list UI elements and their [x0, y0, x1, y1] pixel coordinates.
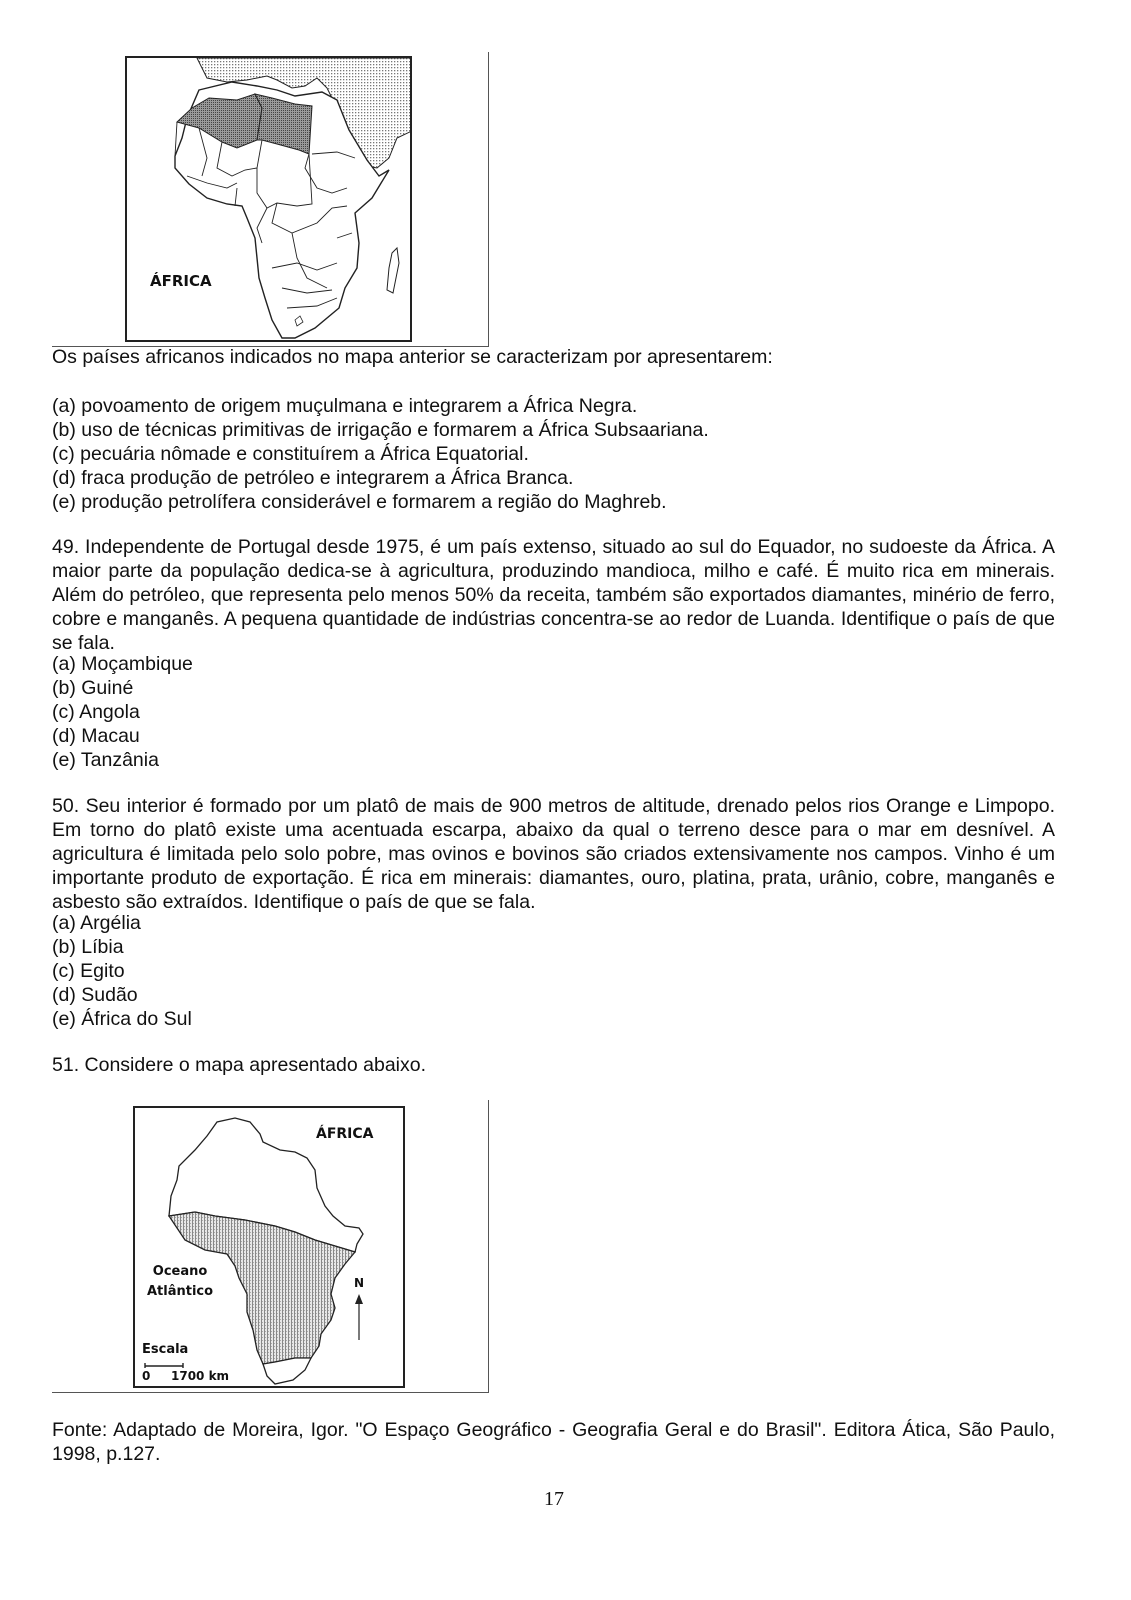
ocean-line-1: Oceano	[152, 1264, 208, 1279]
scale-label: Escala	[142, 1342, 189, 1357]
map1-africa-label: ÁFRICA	[150, 272, 212, 290]
q51-text: 51. Considere o mapa apresentado abaixo.	[52, 1054, 427, 1076]
map2-ocean-label	[147, 1262, 213, 1302]
q50-option-c: (c) Egito	[52, 960, 125, 982]
q50-option-a: (a) Argélia	[52, 912, 141, 934]
map2-africa-title: ÁFRICA	[316, 1126, 374, 1142]
ocean-line-2: Atlântico	[147, 1284, 214, 1299]
q48-option-c: (c) pecuária nômade e constituírem a África Equatorial.	[52, 443, 529, 465]
q48-option-e: (e) produção petrolífera considerável e formarem a região do Maghreb.	[52, 491, 667, 513]
source-citation: Fonte: Adaptado de Moreira, Igor. "O Espaço Geográfico - Geografia Geral e do Brasil". Editora Ática, São Paulo, 1998, p.127.	[52, 1419, 1055, 1465]
north-arrow-icon	[355, 1294, 363, 1340]
q50-option-b: (b) Líbia	[52, 936, 124, 958]
q49-option-b: (b) Guiné	[52, 677, 134, 699]
q49-option-a: (a) Moçambique	[52, 653, 193, 675]
q48-option-d: (d) fraca produção de petróleo e integrarem a África Branca.	[52, 467, 574, 489]
q48-options	[52, 394, 709, 514]
africa-political-map	[125, 56, 412, 342]
q48-option-a: (a) povoamento de origem muçulmana e integrarem a África Negra.	[52, 395, 638, 417]
scale-start: 0	[142, 1369, 151, 1383]
q50-option-d: (d) Sudão	[52, 984, 138, 1006]
africa-map-svg	[127, 58, 412, 342]
q49-option-c: (c) Angola	[52, 701, 140, 723]
q48-option-b: (b) uso de técnicas primitivas de irrigação e formarem a África Subsaariana.	[52, 419, 709, 441]
scale-end: 1700 km	[171, 1369, 230, 1383]
q49-options	[52, 652, 193, 772]
q50-options	[52, 911, 192, 1031]
q49-option-e: (e) Tanzânia	[52, 749, 159, 771]
q48-prompt: Os países africanos indicados no mapa anterior se caracterizam por apresentarem:	[52, 346, 773, 368]
q50-text: 50. Seu interior é formado por um platô de mais de 900 metros de altitude, drenado pelos rios Orange e Limpopo. Em torno do platô existe uma acentuada escarpa, abaixo da qual o terreno desce para o mar em desnível. A agricultura é limitada pelo solo pobre, mas ovinos e bovinos são criados extensivamente nos campos. Vinho é um importante produto de exportação. É rica em minerais: diamantes, ouro, platina, prata, urânio, cobre, manganês e asbesto são extraídos. Identifique o país de que se fala.	[52, 795, 1055, 913]
scale-bar-icon	[145, 1363, 183, 1368]
q50-option-e: (e) África do Sul	[52, 1008, 192, 1030]
page-number: 17	[544, 1488, 564, 1510]
north-label: N	[354, 1276, 365, 1290]
q49-option-d: (d) Macau	[52, 725, 140, 747]
q49-text: 49. Independente de Portugal desde 1975, é um país extenso, situado ao sul do Equador, no sudoeste da África. A maior parte da população dedica-se à agricultura, produzindo mandioca, milho e café. É muito rica em minerais. Além do petróleo, que representa pelo menos 50% da receita, também são exportados diamantes, minério de ferro, cobre e manganês. A pequena quantidade de indústrias concentra-se ao redor de Luanda. Identifique o país de que se fala.	[52, 536, 1055, 654]
africa-region-map	[133, 1106, 405, 1388]
